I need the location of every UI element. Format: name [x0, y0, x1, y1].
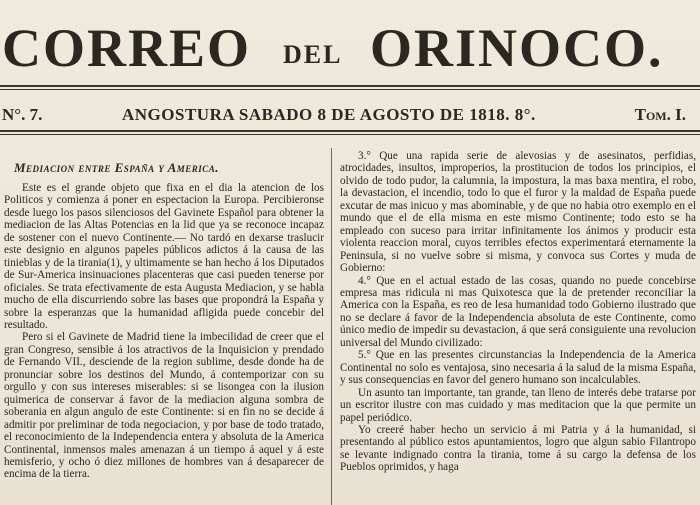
issue-number: N°. 7. — [2, 105, 43, 124]
article-paragraph: Este es el grande objeto que fixa en el dia la atencion de los Politicos y comienza á poner en espectacion la Europa. Percibieronse desde luego los pasos silenciosos del Gavinete Español para obtener la mediacion de las Altas Potencias en la lid que ya se reconoce incapaz de sostener con el nuevo Continente.— No tardó en dexarse traslucir este designio en algunos papeles públicos adictos á la causa de las tinieblas y de la tirania(1), y ultimamente se han hecho á los Diputados de Sur-America insinuaciones placenteras que casi pueden tenerse por oficiales. Se trata efectivamente de esta Augusta Mediacion, y se habla mucho de ella discurriendo sobre las bases que propondrá la España y sobre la esperanzas que la humanidad afligida puede concebir del resultado. — [4, 182, 324, 331]
tome-label: Tom. I. — [634, 105, 686, 124]
dateline-rule — [0, 130, 700, 132]
article-paragraph: Pero si el Gavinete de Madrid tiene la imbecilidad de creer que el gran Congreso, sensible á los atractivos de la Inquisicion y prendado de Fernando VII., desciende de la region sublime, desde donde ha de pronunciar sobre los destinos del Mundo, á contemporizar con su orgullo y con sus intereses miserables: si se lisongea con la ilusion quimerica de conservar á favor de la mediacion alguna sombra de soberania en algun angulo de este Continente: si en fin no se decide á admitir por preliminar de toda negociacion, y por base de todo tratado, el reconocimiento de la Independencia entera y absoluta de la America Continental, inmensos males amenazan á un tiempo á aquel y á este hemisferio, y ocho ó diez millones de hombres van á desaparecer de encima de la tierra. — [4, 331, 324, 481]
right-column — [340, 150, 696, 495]
masthead-title-mid: DEL — [283, 40, 343, 69]
issue-date: ANGOSTURA SABADO 8 DE AGOSTO DE 1818. 8°. — [122, 105, 536, 124]
masthead-rule-top-thin — [0, 89, 700, 90]
column-divider — [331, 148, 332, 505]
article-headline: Mediacion entre España y America. — [14, 160, 220, 175]
article-paragraph: 3.° Que una rapida serie de alevosias y de asesinatos, perfidias, atrocidades, insultos, improperios, la prostitucion de todos los principios, el olvido de todo pudor, la calumnia, la impostura, la mas baxa mentira, el robo, la devastacion, el incendio, todo lo que el furor y la maldad de España puede excutar de mas inicuo y mas abominable, y de que no habia otro exemplo en el mundo que el de ella misma en este mismo Continente; todo esto se ha empleado con suceso para irritar infinitamente los ánimos y producir esta violenta reaccion moral, cuyos terribles efectos experimentará eternamente la Peninsula, si no vuelve sobre si misma, y convoca sus Cortes y muda de Gobierno: — [340, 150, 696, 275]
masthead — [0, 18, 700, 78]
dateline-rule-thin — [0, 134, 700, 135]
article-paragraph: 5.° Que en las presentes circunstancias la Independencia de la America Continental no solo es ventajosa, sino necesaria á la salud de la misma España, y sus consequencias en favor del genero humano son incalculables. — [340, 349, 696, 387]
dateline — [0, 103, 700, 127]
masthead-rule-top — [0, 85, 700, 87]
masthead-title-left: CORREO — [2, 18, 252, 78]
article-paragraph: Un asunto tan importante, tan grande, tan lleno de interés debe tratarse por un escritor ilustre con mas cuidado y mas meditacion que la que permite un papel periódico. — [340, 386, 696, 424]
article-paragraph: Yo creeré haber hecho un servicio á mi Patria y á la humanidad, si presentando al público estos apuntamientos, logro que algun sabio Filantropo se levante indignado contra la tirania, tome á su cargo la defensa de los Pueblos oprimidos, y haga — [340, 423, 696, 474]
masthead-title-right: ORINOCO. — [370, 18, 664, 78]
article-paragraph: 4.° Que en el actual estado de las cosas, quando no puede concebirse empresa mas ridicula ni mas Quixotesca que la de pretender reconciliar la America con la España, es reo de lesa humanidad todo Gobierno ilustrado que no se declare á favor de la Independencia absoluta de este Continente, como único medio de impedir su devastacion, á que será consiguiente una revolucion universal del Mundo civilizado: — [340, 274, 696, 349]
left-column — [4, 160, 324, 505]
